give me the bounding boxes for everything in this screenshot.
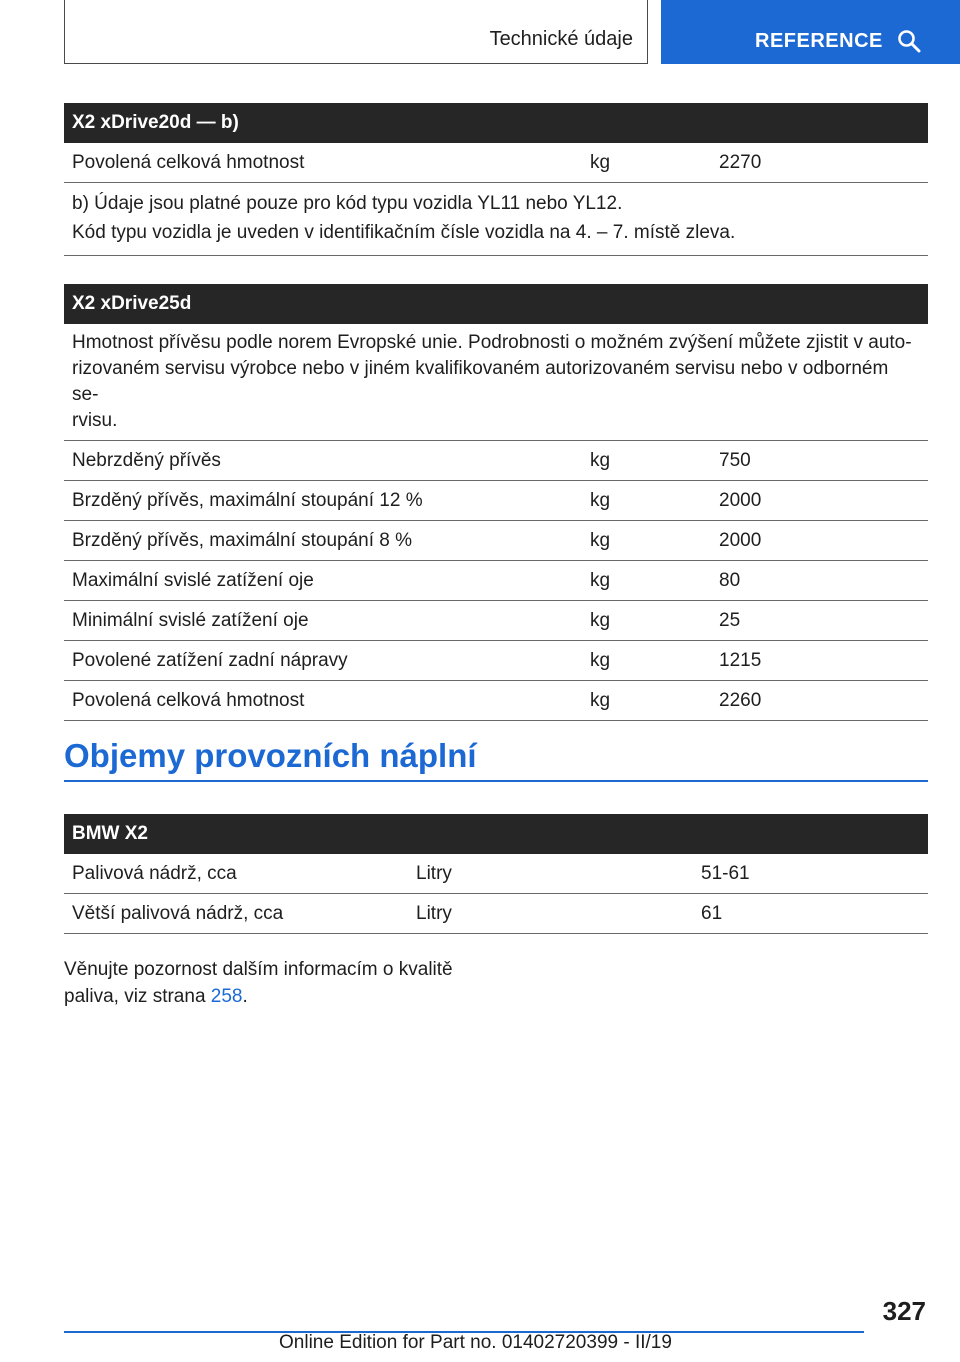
intro-line: Hmotnost přívěsu podle norem Evropské unie. Podrobnosti o možném zvýšení můžete zjistit v auto- (72, 332, 912, 353)
row-value: 2000 (719, 490, 762, 511)
table-row (64, 681, 928, 721)
row-unit: kg (590, 690, 611, 711)
reference-label: REFERENCE (755, 30, 883, 52)
table-x2-xdrive20d (64, 103, 928, 256)
row-label: Nebrzděný přívěs (72, 450, 221, 471)
table-title: BMW X2 (64, 814, 928, 854)
table-title: X2 xDrive25d (64, 284, 928, 324)
row-label: Povolená celková hmotnost (72, 690, 305, 711)
row-value: 2000 (719, 530, 762, 551)
table-row (64, 854, 928, 894)
row-label: Brzděný přívěs, maximální stoupání 12 % (72, 490, 423, 511)
footer-edition: Online Edition for Part no. 01402720399 - II/19 (279, 1332, 672, 1353)
row-unit: kg (590, 610, 611, 631)
search-icon[interactable] (897, 29, 921, 58)
table-row (64, 441, 928, 481)
note-text: . (242, 986, 248, 1007)
page-number: 327 (882, 1296, 926, 1326)
intro-line: rvisu. (72, 410, 118, 431)
note-text: paliva, viz strana (64, 986, 211, 1007)
row-label: Povolené zatížení zadní nápravy (72, 650, 348, 671)
row-unit: kg (590, 152, 611, 173)
table-footnote (64, 183, 928, 256)
row-unit: kg (590, 490, 611, 511)
section-title: Objemy provozních náplní (64, 736, 928, 782)
row-value: 51-61 (701, 863, 750, 884)
header-section-box (64, 0, 648, 64)
table-row (64, 481, 928, 521)
row-label: Povolená celková hmotnost (72, 152, 305, 173)
row-unit: kg (590, 450, 611, 471)
table-row (64, 561, 928, 601)
row-label: Maximální svislé zatížení oje (72, 570, 314, 591)
row-value: 61 (701, 903, 723, 924)
header-section-title: Technické údaje (489, 28, 633, 50)
row-label: Brzděný přívěs, maximální stoupání 8 % (72, 530, 413, 551)
row-label: Větší palivová nádrž, cca (72, 903, 284, 924)
table-row (64, 143, 928, 183)
note-line (64, 983, 474, 1010)
table-row (64, 894, 928, 934)
footnote-line: b) Údaje jsou platné pouze pro kód typu vozidla YL11 nebo YL12. (72, 193, 623, 214)
row-unit: kg (590, 530, 611, 551)
row-unit: Litry (416, 863, 452, 884)
table-x2-xdrive25d (64, 284, 928, 721)
table-bmw-x2-fluids (64, 814, 928, 934)
footnote-line: Kód typu vozidla je uveden v identifikačním čísle vozidla na 4. – 7. místě zleva. (72, 222, 736, 243)
row-value: 2270 (719, 152, 762, 173)
page-link[interactable]: 258 (210, 986, 243, 1007)
row-value: 750 (719, 450, 751, 471)
row-unit: kg (590, 650, 611, 671)
row-value: 80 (719, 570, 741, 591)
row-label: Palivová nádrž, cca (72, 863, 237, 884)
note-line: Věnujte pozornost dalším informacím o kvalitě (64, 959, 453, 980)
row-value: 25 (719, 610, 741, 631)
row-unit: kg (590, 570, 611, 591)
row-value: 2260 (719, 690, 762, 711)
intro-line: rizovaném servisu výrobce nebo v jiném kvalifikovaném autorizovaném servisu nebo v odborném se- (72, 358, 889, 405)
table-title: X2 xDrive20d — b) (64, 103, 928, 143)
table-row (64, 601, 928, 641)
row-unit: Litry (416, 903, 452, 924)
table-row (64, 641, 928, 681)
row-value: 1215 (719, 650, 762, 671)
row-label: Minimální svislé zatížení oje (72, 610, 309, 631)
fuel-quality-note (64, 956, 474, 1010)
table-row (64, 521, 928, 561)
reference-tab[interactable] (661, 0, 960, 64)
table-intro (64, 324, 928, 441)
